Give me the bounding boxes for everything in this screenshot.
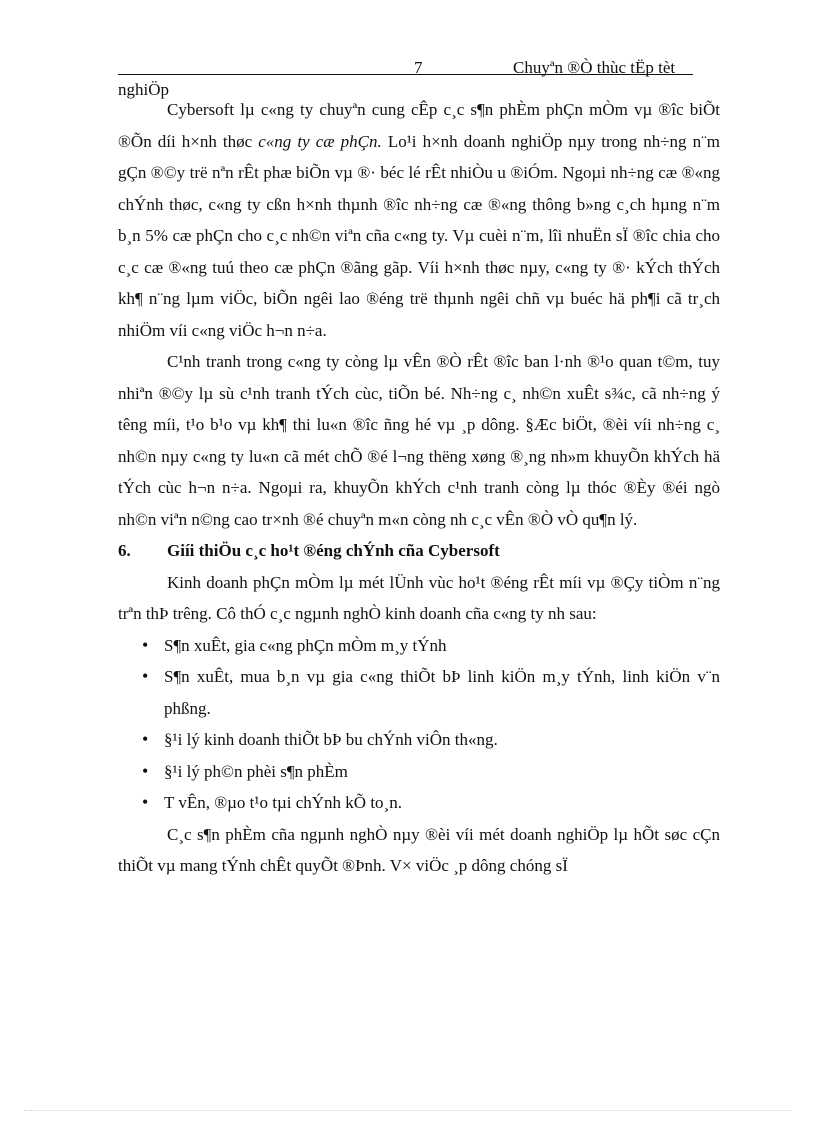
section-heading — [118, 535, 720, 567]
document-body — [118, 94, 720, 882]
list-item: • S¶n xuÊt, mua b¸n vµ gia c«ng thiÕt bÞ linh kiÖn m¸y tÝnh, linh kiÖn v¨n phßng. — [164, 661, 720, 724]
business-lines-list — [118, 630, 720, 819]
italic-phrase: c«ng ty cæ phÇn. — [258, 131, 382, 151]
header-divider — [118, 74, 693, 75]
page-number: 7 — [414, 58, 423, 77]
list-item: • S¶n xuÊt, gia c«ng phÇn mÒm m¸y tÝnh — [164, 630, 720, 662]
list-item: • §¹i lý ph©n phèi s¶n phÈm — [164, 756, 720, 788]
paragraph-company-type — [118, 94, 720, 346]
paragraph-text: Lo¹i h×nh doanh nghiÖp nµy trong nh÷ng n¨m gÇn ®©y trë nªn rÊt phæ biÕn vµ ®· béc lé rÊt nhiÒu u ®iÓm. Ngoµi nh÷ng cæ ®«ng chÝnh thøc, c«ng ty cßn h×nh thµnh ®îc nh÷ng cæ ®«ng thông b»ng c¸ch hµng n¨m b¸n 5% cæ phÇn cho c¸c nh©n viªn cña c«ng ty. Vµ cuèi n¨m, lîi nhuËn sÏ ®îc chia cho c¸c cæ ®«ng tuú theo cæ phÇn ®ãng gãp. Víi h×nh thøc nµy, c«ng ty ®· kÝch thÝch kh¶ n¨ng lµm viÖc, biÕn ngêi lao ®éng trë thµnh ngêi chñ vµ buéc hä ph¶i cã tr¸ch nhiÖm víi c«ng viÖc h¬n n÷a. — [118, 131, 720, 340]
section-number: 6. — [118, 541, 131, 560]
paragraph-text: Cybersoft lµ c«ng ty chuyªn cung cÊp c¸c s¶n phÈm phÇn mÒm vµ ®îc biÕt ®Õn díi h×nh thøc — [118, 100, 720, 151]
page-bottom-border — [24, 1110, 792, 1111]
paragraph-products-importance: C¸c s¶n phÈm cña ngµnh nghÒ nµy ®èi víi mét doanh nghiÖp lµ hÕt søc cÇn thiÕt vµ mang tÝnh chÊt quyÕt ®Þnh. V× viÖc ¸p dông chóng sÏ — [118, 824, 720, 875]
list-item: • §¹i lý kinh doanh thiÕt bÞ bu chÝnh viÔn th«ng. — [164, 724, 720, 756]
section-title: Giíi thiÖu c¸c ho¹t ®éng chÝnh cña Cybersoft — [167, 541, 500, 560]
running-header-title-continued: nghiÖp — [118, 80, 169, 99]
paragraph-business-intro: Kinh doanh phÇn mÒm lµ mét lÜnh vùc ho¹t ®éng rÊt míi vµ ®Çy tiÒm n¨ng trªn thÞ trêng. Cô thÓ c¸c ngµnh nghÒ kinh doanh cña c«ng ty nh sau: — [118, 572, 720, 623]
running-header-title: Chuyªn ®Ò thùc tËp tèt — [513, 58, 676, 77]
list-item: • T vÊn, ®µo t¹o tµi chÝnh kÕ to¸n. — [164, 787, 720, 819]
paragraph-competition: C¹nh tranh trong c«ng ty còng lµ vÊn ®Ò rÊt ®îc ban l·nh ®¹o quan t©m, tuy nhiªn ®©y lµ sù c¹nh tranh tÝch cùc, tiÕn bé. Nh÷ng c¸ nh©n xuÊt s¾c, cã nh÷ng ý têng míi, t¹o b¹o vµ kh¶ thi lu«n ®îc ñng hé vµ ¸p dông. §Æc biÖt, ®èi víi nh÷ng c¸ nh©n nµy c«ng ty lu«n cã mét chÕ ®é l¬ng thëng xøng ®¸ng nh»m khuyÕn khÝch hä tÝch cùc h¬n n÷a. Ngoµi ra, khuyÕn khÝch c¹nh tranh còng lµ thóc ®Èy ®éi ngò nh©n viªn n©ng cao tr×nh ®é chuyªn m«n còng nh c¸c vÊn ®Ò vÒ qu¶n lý. — [118, 352, 720, 529]
